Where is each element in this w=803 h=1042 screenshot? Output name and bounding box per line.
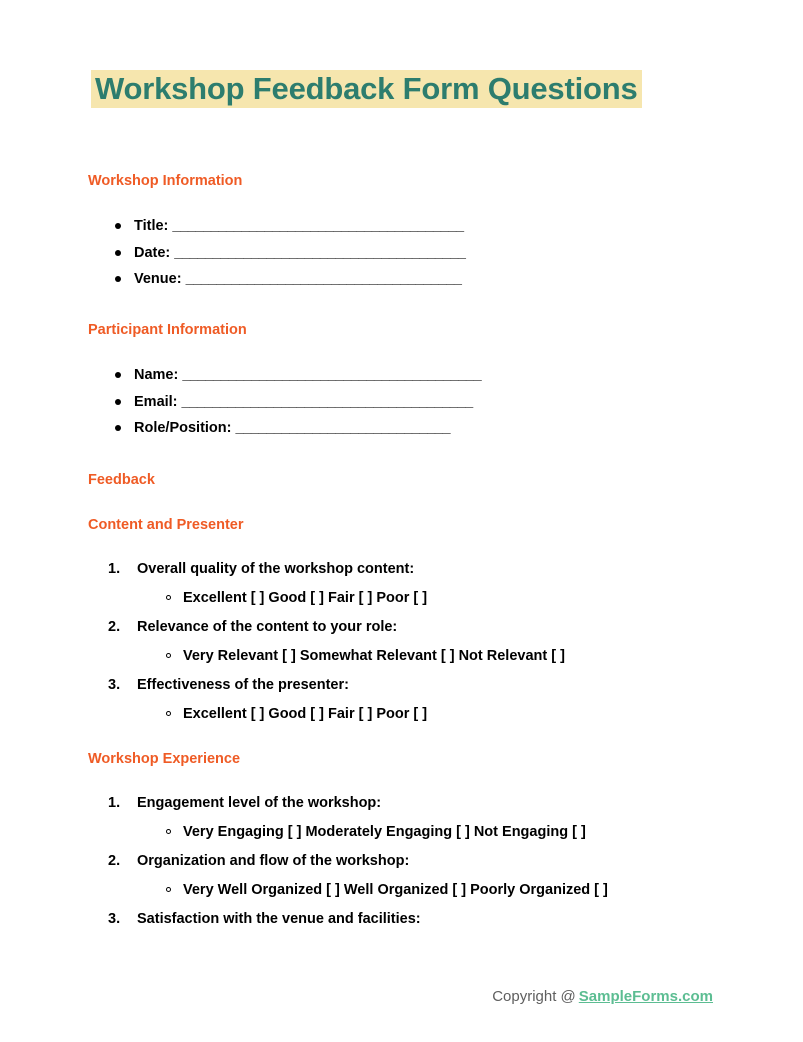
brand-link[interactable]: SampleForms.com xyxy=(578,988,713,1005)
list-item xyxy=(112,266,466,293)
bullet-disc-icon xyxy=(115,276,121,282)
list-item xyxy=(112,213,466,240)
question-item xyxy=(108,613,565,671)
bullet-circle-icon xyxy=(166,653,171,658)
list-item xyxy=(112,240,466,267)
question-option-list xyxy=(137,584,565,613)
field-label-name: Name: xyxy=(134,367,179,383)
question-number: 3. xyxy=(108,677,121,693)
question-item xyxy=(108,555,565,613)
option-text[interactable]: Excellent [ ] Good [ ] Fair [ ] Poor [ ] xyxy=(183,706,428,722)
workshop-experience-question-list xyxy=(108,789,608,934)
question-number: 1. xyxy=(108,561,121,577)
question-text: Relevance of the content to your role: xyxy=(137,619,398,635)
option-row xyxy=(137,642,565,671)
bullet-disc-icon xyxy=(115,250,121,256)
bullet-disc-icon xyxy=(115,399,121,405)
fill-in-line: ____________________________________ xyxy=(185,271,462,287)
section-heading-workshop-information: Workshop Information xyxy=(88,173,243,189)
question-number: 2. xyxy=(108,853,121,869)
question-option-list xyxy=(137,642,565,671)
page-title: Workshop Feedback Form Questions xyxy=(91,70,642,108)
fill-in-line: ______________________________________ xyxy=(172,218,464,234)
list-item xyxy=(112,362,481,389)
question-text: Overall quality of the workshop content: xyxy=(137,561,415,577)
option-row xyxy=(137,876,608,905)
field-label-email: Email: xyxy=(134,393,178,410)
section-heading-workshop-experience: Workshop Experience xyxy=(88,751,241,767)
field-label-date: Date: xyxy=(134,244,171,261)
workshop-information-field-list xyxy=(112,213,466,293)
bullet-disc-icon xyxy=(115,372,121,378)
question-item xyxy=(108,789,608,847)
field-label-role-position: Role/Position: xyxy=(134,420,232,436)
question-option-list xyxy=(137,876,608,905)
question-number: 3. xyxy=(108,911,121,927)
bullet-disc-icon xyxy=(115,425,121,431)
option-row xyxy=(137,700,565,729)
list-item xyxy=(112,415,481,442)
question-option-list xyxy=(137,818,608,847)
bullet-circle-icon xyxy=(166,887,171,892)
field-label-title: Title: xyxy=(134,218,169,234)
section-heading-content-and-presenter: Content and Presenter xyxy=(88,517,244,533)
bullet-circle-icon xyxy=(166,829,171,834)
option-row xyxy=(137,584,565,613)
option-text[interactable]: Very Well Organized [ ] Well Organized [ ] Poorly Organized [ ] xyxy=(183,882,608,898)
question-text: Satisfaction with the venue and facilities: xyxy=(137,911,421,927)
question-text: Organization and flow of the workshop: xyxy=(137,853,410,869)
bullet-circle-icon xyxy=(166,595,171,600)
bullet-disc-icon xyxy=(115,223,121,229)
question-text: Effectiveness of the presenter: xyxy=(137,677,349,693)
option-text[interactable]: Very Engaging [ ] Moderately Engaging [ ] Not Engaging [ ] xyxy=(183,824,586,840)
option-row xyxy=(137,818,608,847)
question-item xyxy=(108,847,608,905)
fill-in-line: ______________________________________ xyxy=(181,393,473,410)
option-text[interactable]: Excellent [ ] Good [ ] Fair [ ] Poor [ ] xyxy=(183,590,428,606)
bullet-circle-icon xyxy=(166,711,171,716)
field-label-venue: Venue: xyxy=(134,271,182,287)
question-item xyxy=(108,905,608,934)
fill-in-line: _______________________________________ xyxy=(182,367,482,383)
question-number: 1. xyxy=(108,795,121,811)
option-text[interactable]: Very Relevant [ ] Somewhat Relevant [ ] Not Relevant [ ] xyxy=(183,648,565,664)
participant-information-field-list xyxy=(112,362,481,442)
question-option-list xyxy=(137,700,565,729)
question-text: Engagement level of the workshop: xyxy=(137,795,382,811)
content-and-presenter-question-list xyxy=(108,555,565,729)
list-item xyxy=(112,389,481,416)
question-item xyxy=(108,671,565,729)
fill-in-line: ____________________________ xyxy=(235,420,451,436)
section-heading-feedback: Feedback xyxy=(88,472,155,488)
fill-in-line: ______________________________________ xyxy=(174,244,466,261)
page-title-wrapper xyxy=(91,66,731,112)
footer xyxy=(0,987,803,1007)
question-number: 2. xyxy=(108,619,121,635)
copyright-text: Copyright @ xyxy=(492,988,576,1005)
section-heading-participant-information: Participant Information xyxy=(88,322,247,338)
